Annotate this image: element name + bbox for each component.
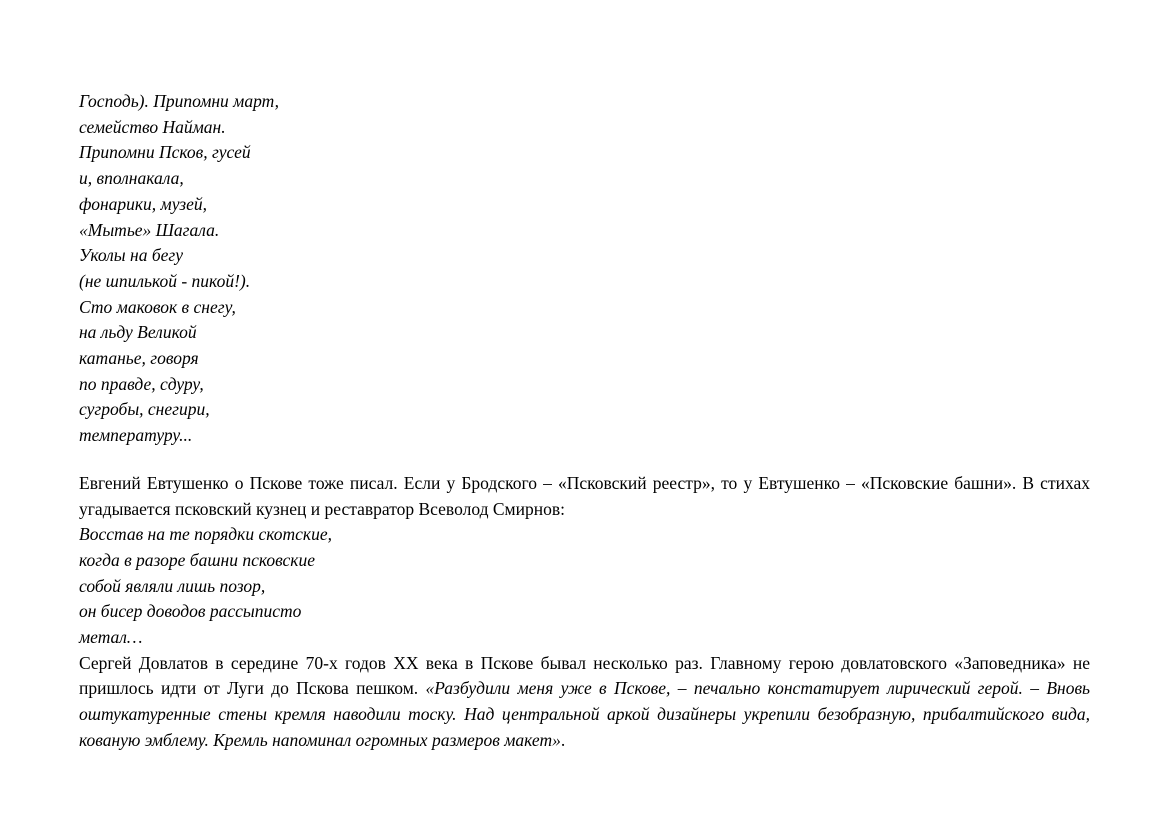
poem-line: он бисер доводов рассыписто — [79, 601, 302, 622]
poem-line: Сто маковок в снегу, — [79, 296, 236, 317]
poem-line: метал… — [79, 627, 143, 648]
poem-line: Припомни Псков, гусей — [79, 142, 251, 163]
poem-line: катанье, говоря — [79, 348, 199, 369]
dovlatov-quote: «Разбудили меня уже в Пскове, – печально констатирует лирический герой. – Вновь оштукатуренные стены кремля наводили тоску. Над центральной аркой дизайнеры укрепили безобразную, прибалтийского вида, кованую эмблему. Кремль напоминал огромных размеров макет» — [79, 678, 1091, 750]
document-page — [79, 89, 1090, 754]
poem-line: Уколы на бегу — [79, 245, 184, 266]
poem-line: температуру... — [79, 425, 193, 446]
poem-line: фонарики, музей, — [79, 193, 207, 214]
poem-line: семейство Найман. — [79, 116, 226, 137]
paragraph-dovlatov — [79, 651, 1090, 754]
poem-line: (не шпилькой - пикой!). — [79, 270, 251, 291]
poem-yevtushenko — [79, 522, 1090, 651]
poem-line: сугробы, снегири, — [79, 399, 210, 420]
paragraph-spacer — [79, 449, 1090, 471]
poem-line: на льду Великой — [79, 322, 197, 343]
poem-line: Господь). Припомни март, — [79, 91, 280, 111]
paragraph-yevtushenko: Евгений Евтушенко о Пскове тоже писал. Если у Бродского – «Псковский реестр», то у Евтушенко – «Псковские башни». В стихах угадывается псковский кузнец и реставратор Всеволод Смирнов: — [79, 472, 1090, 519]
poem-line: и, вполнакала, — [79, 168, 184, 189]
poem-line: по правде, сдуру, — [79, 373, 204, 394]
poem-line: собой являли лишь позор, — [79, 575, 266, 596]
poem-line: «Мытье» Шагала. — [79, 219, 220, 240]
poem-line: когда в разоре башни псковские — [79, 549, 315, 570]
poem-brodsky — [79, 89, 1090, 449]
dovlatov-text: Сергей Довлатов в середине 70-х годов XX века в Пскове бывал несколько раз. Главному герою довлатовского «Заповедника» не пришлось идти от Луги до Пскова пешком. — [79, 652, 1090, 699]
dovlatov-end: . — [560, 729, 566, 750]
poem-line: Восстав на те порядки скотские, — [79, 524, 332, 545]
